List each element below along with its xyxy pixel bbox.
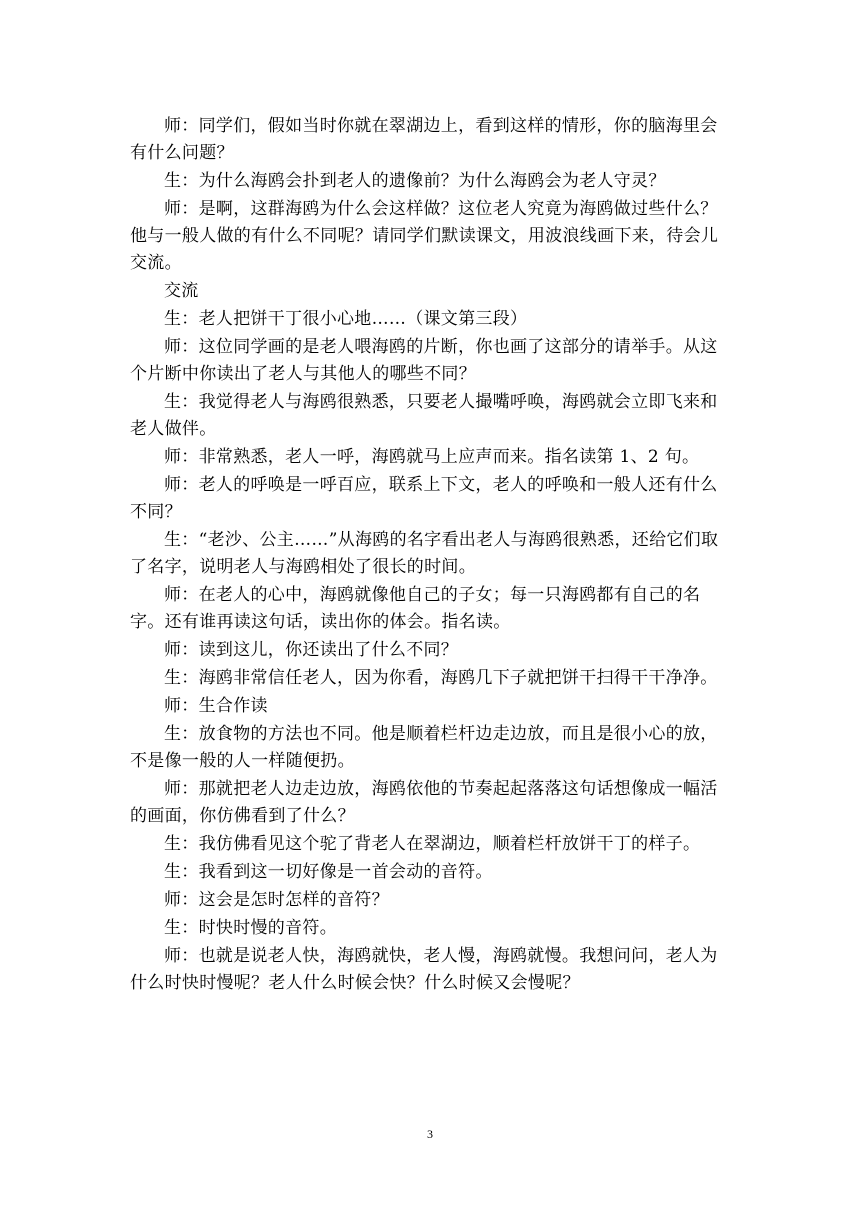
paragraph: 师：那就把老人边走边放，海鸥依他的节奏起起落落这句话想像成一幅活的画面，你仿佛看到了什么？	[130, 779, 718, 826]
document-body	[130, 113, 732, 998]
page-number: 3	[427, 1127, 433, 1141]
paragraph: 生：为什么海鸥会扑到老人的遗像前？为什么海鸥会为老人守灵？	[164, 171, 666, 191]
paragraph: 生：放食物的方法也不同。他是顺着栏杆边走边放，而且是很小心的放，不是像一般的人一样随便扔。	[130, 724, 718, 771]
paragraph: 生：我仿佛看见这个驼了背老人在翠湖边，顺着栏杆放饼干丁的样子。	[164, 834, 701, 854]
paragraph: 生：“老沙、公主……”从海鸥的名字看出老人与海鸥很熟悉，还给它们取了名字，说明老人与海鸥相处了很长的时间。	[130, 530, 719, 577]
paragraph: 交流	[164, 281, 199, 301]
paragraph: 师：非常熟悉，老人一呼，海鸥就马上应声而来。指名读第 1、2 句。	[164, 447, 700, 467]
paragraph: 生：海鸥非常信任老人，因为你看，海鸥几下子就把饼干扫得干干净净。	[164, 668, 718, 688]
paragraph: 生：时快时慢的音符。	[164, 918, 337, 938]
paragraph: 师：是啊，这群海鸥为什么会这样做？这位老人究竟为海鸥做过些什么？他与一般人做的有什么不同呢？请同学们默读课文，用波浪线画下来，待会儿交流。	[130, 199, 719, 273]
paragraph: 生：我看到这一切好像是一首会动的音符。	[164, 862, 493, 882]
paragraph: 师：读到这儿，你还读出了什么不同？	[164, 640, 459, 660]
paragraph: 师：也就是说老人快，海鸥就快，老人慢，海鸥就慢。我想问问，老人为什么时快时慢呢？老人什么时候会快？什么时候又会慢呢？	[130, 946, 718, 993]
paragraph: 生：我觉得老人与海鸥很熟悉，只要老人撮嘴呼唤，海鸥就会立即飞来和老人做伴。	[130, 392, 718, 439]
paragraph: 师：在老人的心中，海鸥就像他自己的子女；每一只海鸥都有自己的名字。还有谁再读这句话，读出你的体会。指名读。	[130, 585, 701, 632]
paragraph: 师：同学们，假如当时你就在翠湖边上，看到这样的情形，你的脑海里会有什么问题？	[130, 116, 718, 163]
paragraph: 师：这位同学画的是老人喂海鸥的片断，你也画了这部分的请举手。从这个片断中你读出了老人与其他人的哪些不同？	[130, 337, 718, 384]
paragraph: 师：老人的呼唤是一呼百应，联系上下文，老人的呼唤和一般人还有什么不同？	[130, 475, 718, 522]
paragraph: 师：这会是怎时怎样的音符？	[164, 890, 389, 910]
paragraph: 生：老人把饼干丁很小心地……（课文第三段）	[164, 309, 528, 329]
paragraph: 师：生合作读	[164, 696, 268, 716]
